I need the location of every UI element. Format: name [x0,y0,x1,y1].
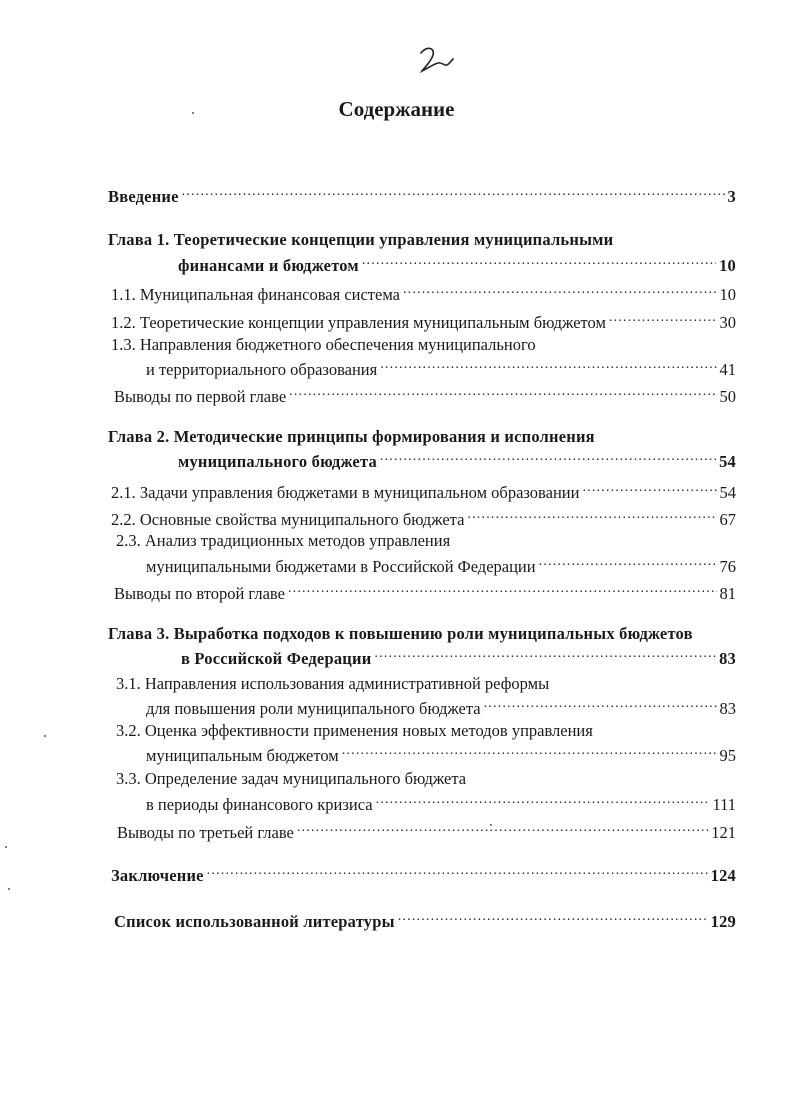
scan-speck [192,112,194,114]
toc-entry-page: 124 [710,866,736,885]
toc-entry-page: 30 [719,313,736,332]
toc-entry-1-2[interactable] [111,308,736,332]
toc-entry-2-2[interactable] [111,505,736,529]
page-title: Содержание [338,97,455,121]
toc-entry-2-1[interactable] [111,478,736,502]
toc-entry-2-3-line1: 2.3. Анализ традиционных методов управления [116,531,451,550]
toc-entry-3-1-line1: 3.1. Направления использования административной реформы [116,674,550,693]
toc-entry-label: 1.1. Муниципальная финансовая система [111,285,400,304]
dot-leader [539,552,717,572]
toc-entry-conclusions-1[interactable] [114,382,736,406]
toc-chapter-2-title: Глава 2. Методические принципы формирования и исполнения [108,427,595,446]
toc-entry-bibliography[interactable] [114,907,736,931]
dot-leader [380,447,716,467]
scan-speck [490,824,492,826]
toc-entry-3-2-line1: 3.2. Оценка эффективности применения новых методов управления [116,721,593,740]
toc-entry-label: Выводы по третьей главе [117,823,294,842]
toc-entry-3-2[interactable] [146,741,736,765]
toc-entry-3-1[interactable] [146,694,736,718]
dot-leader [376,790,710,810]
toc-entry-conclusions-3[interactable] [117,818,736,842]
toc-entry-chapter-3[interactable] [181,644,736,668]
dot-leader [582,478,716,498]
toc-entry-page: 76 [719,557,736,576]
toc-entry-page: 121 [711,823,736,842]
dot-leader [289,382,716,402]
toc-entry-label: муниципальным бюджетом [146,746,339,765]
toc-entry-1-3-line1: 1.3. Направления бюджетного обеспечения муниципального [111,335,536,354]
toc-entry-page: 54 [719,452,736,471]
toc-entry-page: 81 [719,584,736,603]
toc-entry-chapter-2[interactable] [178,447,736,471]
toc-entry-conclusion[interactable] [111,861,736,885]
toc-entry-label: 1.2. Теоретические концепции управления муниципальным бюджетом [111,313,606,332]
toc-entry-label: и территориального образования [146,360,378,379]
toc-entry-label: муниципальными бюджетами в Российской Федерации [146,557,536,576]
toc-entry-label: 2.1. Задачи управления бюджетами в муниципальном образовании [111,483,580,502]
toc-entry-page: 41 [719,360,736,379]
dot-leader [403,280,717,300]
toc-entry-label: Список использованной литературы [114,912,395,931]
toc-entry-label: Введение [108,187,179,206]
dot-leader [362,251,716,271]
toc-entry-label: муниципального бюджета [178,452,377,471]
toc-entry-page: 83 [719,649,736,668]
toc-entry-label: Заключение [111,866,204,885]
scan-speck [44,735,46,737]
toc-entry-chapter-1[interactable] [178,251,736,275]
dot-leader [398,907,708,927]
toc-entry-page: 54 [719,483,736,502]
toc-entry-page: 50 [719,387,736,406]
dot-leader [609,308,717,328]
dot-leader [374,644,716,664]
toc-chapter-3-title: Глава 3. Выработка подходов к повышению роли муниципальных бюджетов [108,624,693,643]
toc-entry-label: Выводы по первой главе [114,387,287,406]
toc-entry-1-3[interactable] [146,355,736,379]
toc-entry-3-3[interactable] [146,790,736,814]
toc-entry-conclusions-2[interactable] [114,579,736,603]
toc-entry-label: 2.2. Основные свойства муниципального бюджета [111,510,465,529]
toc-entry-page: 10 [719,285,736,304]
scan-speck [8,888,10,890]
dot-leader [484,694,717,714]
dot-leader [182,182,725,202]
toc-entry-page: 129 [710,912,736,931]
toc-entry-label: Выводы по второй главе [114,584,285,603]
toc-entry-page: 95 [719,746,736,765]
dot-leader [288,579,717,599]
dot-leader [342,741,717,761]
toc-entry-page: 3 [727,187,736,206]
toc-entry-page: 10 [719,256,736,275]
toc-entry-label: в периоды финансового кризиса [146,795,373,814]
toc-chapter-1-title: Глава 1. Теоретические концепции управления муниципальными [108,230,614,249]
dot-leader [380,355,716,375]
toc-entry-page: 111 [712,795,736,814]
toc-entry-2-3[interactable] [146,552,736,576]
scan-speck [5,846,7,848]
toc-entry-3-3-line1: 3.3. Определение задач муниципального бюджета [116,769,467,788]
dot-leader [467,505,716,525]
dot-leader [297,818,708,838]
toc-entry-intro[interactable] [108,182,736,206]
toc-entry-1-1[interactable] [111,280,736,304]
dot-leader [207,861,708,881]
toc-entry-label: для повышения роли муниципального бюджета [146,699,481,718]
toc-entry-label: в Российской Федерации [181,649,372,668]
toc-entry-label: финансами и бюджетом [178,256,359,275]
toc-entry-page: 67 [719,510,736,529]
toc-entry-page: 83 [719,699,736,718]
